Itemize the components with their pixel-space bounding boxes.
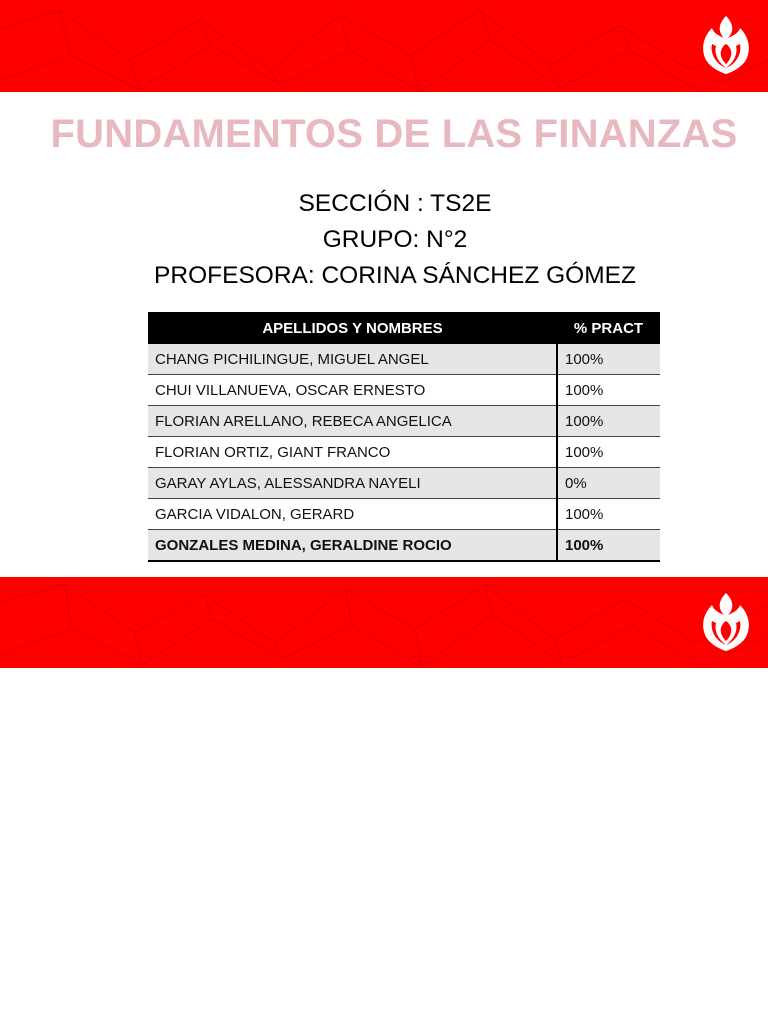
group-line: GRUPO: N°2	[322, 226, 468, 253]
student-name: GARCIA VIDALON, GERARD	[148, 499, 557, 530]
top-banner	[0, 0, 768, 92]
table-row	[148, 344, 660, 375]
student-name: FLORIAN ORTIZ, GIANT FRANCO	[148, 437, 557, 468]
student-pct: 100%	[557, 406, 660, 437]
student-name: GONZALES MEDINA, GERALDINE ROCIO	[148, 530, 557, 562]
column-header-name: APELLIDOS Y NOMBRES	[148, 312, 557, 344]
page-title: FUNDAMENTOS DE LAS FINANZAS	[50, 112, 738, 156]
roster-table	[148, 312, 660, 562]
student-pct: 100%	[557, 530, 660, 562]
banner-pattern	[0, 0, 768, 92]
info-block	[0, 186, 768, 294]
student-name: CHUI VILLANUEVA, OSCAR ERNESTO	[148, 375, 557, 406]
upc-logo-icon	[698, 591, 754, 653]
student-pct: 100%	[557, 437, 660, 468]
student-pct: 100%	[557, 344, 660, 375]
table-row	[148, 437, 660, 468]
upc-logo-icon	[698, 14, 754, 76]
bottom-banner	[0, 577, 768, 668]
teacher-line: PROFESORA: CORINA SÁNCHEZ GÓMEZ	[154, 262, 636, 289]
table-row	[148, 468, 660, 499]
student-name: GARAY AYLAS, ALESSANDRA NAYELI	[148, 468, 557, 499]
student-pct: 100%	[557, 375, 660, 406]
table-row	[148, 530, 660, 562]
section-line: SECCIÓN : TS2E	[298, 190, 492, 217]
student-pct: 100%	[557, 499, 660, 530]
table-row	[148, 375, 660, 406]
column-header-pct: % PRACT	[557, 312, 660, 344]
student-pct: 0%	[557, 468, 660, 499]
student-name: FLORIAN ARELLANO, REBECA ANGELICA	[148, 406, 557, 437]
student-name: CHANG PICHILINGUE, MIGUEL ANGEL	[148, 344, 557, 375]
table-header-row	[148, 312, 660, 344]
table-row	[148, 499, 660, 530]
table-row	[148, 406, 660, 437]
banner-pattern	[0, 577, 768, 668]
